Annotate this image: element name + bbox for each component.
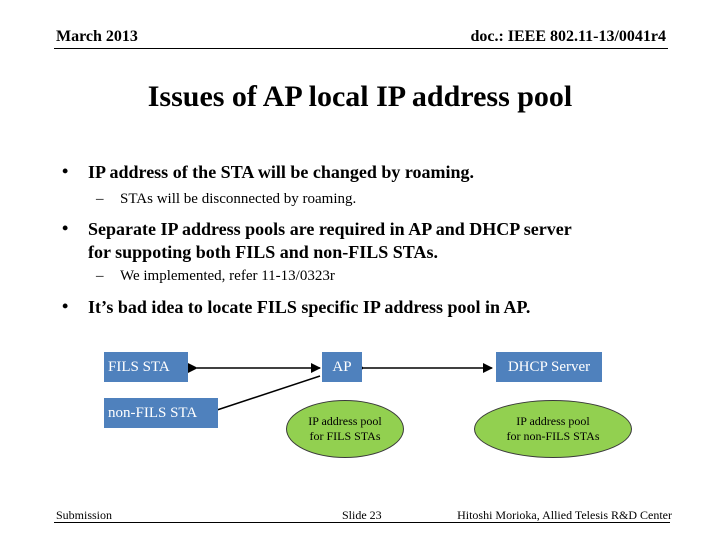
header-date: March 2013 — [56, 28, 138, 45]
header-doc-id: doc.: IEEE 802.11-13/0041r4 — [470, 28, 666, 45]
ap-pool-line1: IP address pool — [308, 414, 382, 428]
non-fils-sta-box: non-FILS STA — [104, 398, 218, 428]
dash-icon: – — [96, 191, 104, 207]
bullet-dot-icon: • — [62, 296, 69, 316]
bullet-1-sub: STAs will be disconnected by roaming. — [120, 191, 357, 207]
bullet-2-line2: for suppoting both FILS and non-FILS STAs. — [88, 242, 438, 262]
fils-sta-box: FILS STA — [104, 352, 188, 382]
dash-icon: – — [96, 268, 104, 284]
ap-pool-line2: for FILS STAs — [309, 429, 381, 443]
slide-title: Issues of AP local IP address pool — [147, 80, 573, 113]
bullet-dot-icon: • — [62, 218, 69, 238]
dhcp-pool-line1: IP address pool — [516, 414, 590, 428]
arrow-nonfils-ap — [214, 376, 320, 411]
bullet-3-text: It’s bad idea to locate FILS specific IP address pool in AP. — [88, 297, 531, 317]
bullet-2-line1: Separate IP address pools are required in AP and DHCP server — [88, 219, 572, 239]
bullet-2-sub: We implemented, refer 11-13/0323r — [120, 268, 335, 284]
dhcp-pool-line2: for non-FILS STAs — [506, 429, 600, 443]
footer-slide-number: Slide 23 — [342, 508, 382, 522]
ap-ip-pool-ellipse — [286, 400, 404, 458]
ap-box: AP — [322, 352, 362, 382]
footer-submission: Submission — [56, 508, 113, 522]
bullet-1-text: IP address of the STA will be changed by roaming. — [88, 162, 475, 182]
bullet-dot-icon: • — [62, 161, 69, 181]
dhcp-ip-pool-ellipse — [474, 400, 632, 458]
footer-author: Hitoshi Morioka, Allied Telesis R&D Center — [457, 508, 672, 522]
dhcp-server-box: DHCP Server — [496, 352, 602, 382]
